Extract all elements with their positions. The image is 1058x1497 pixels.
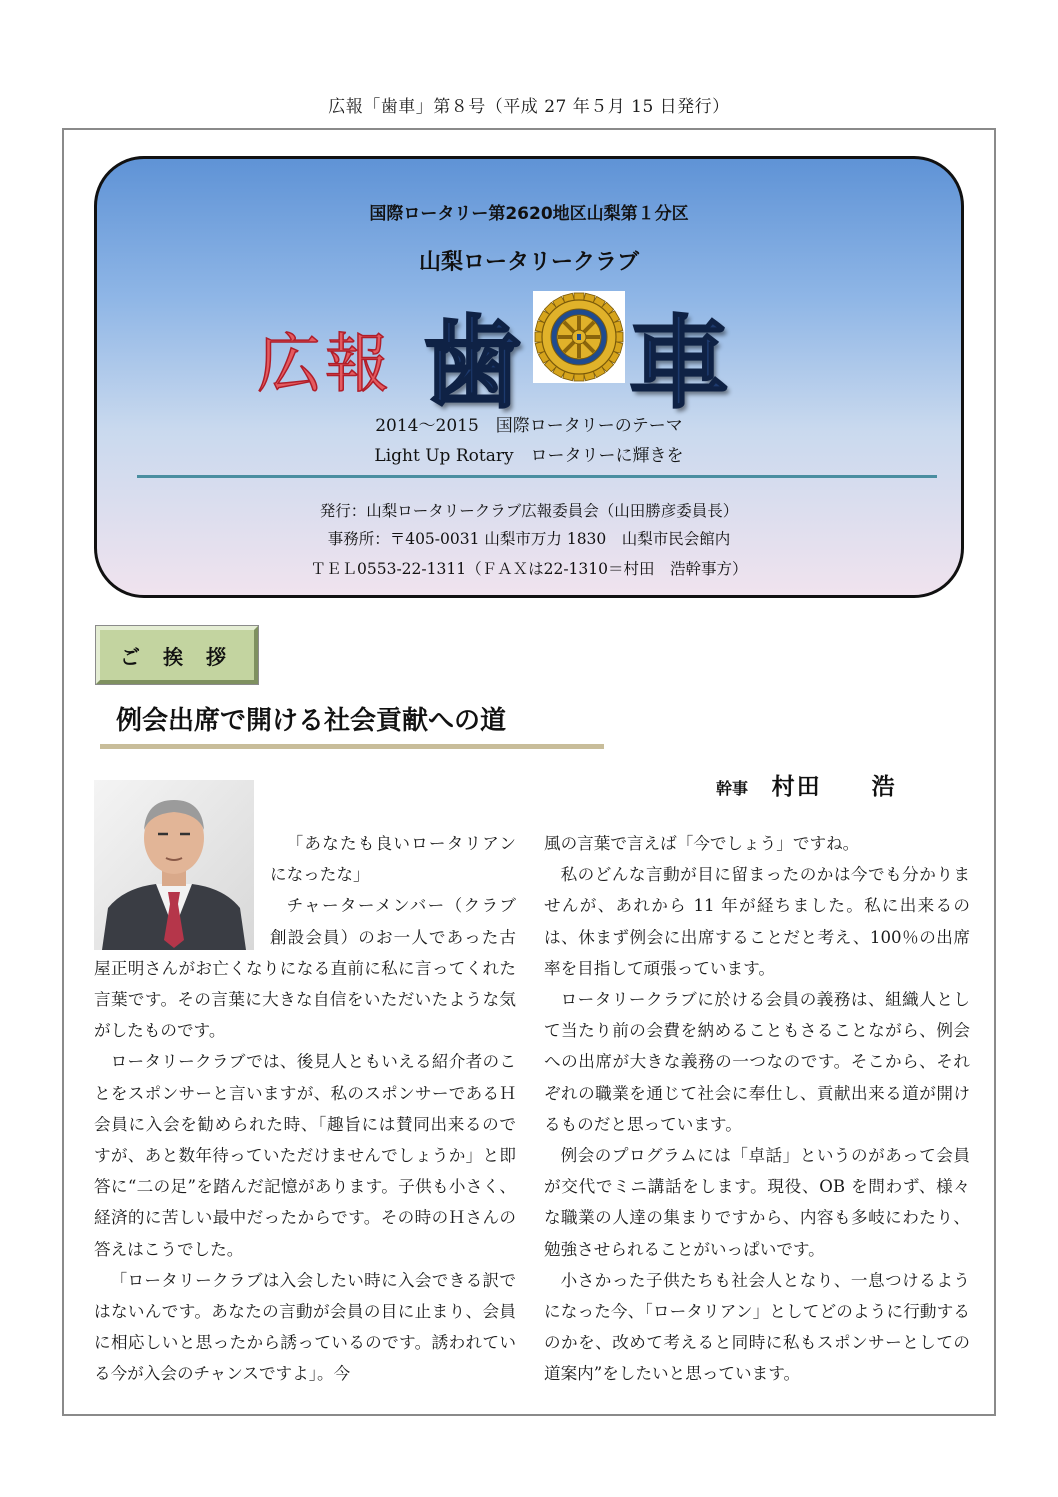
issue-line: 広報「歯車」第８号（平成 27 年５月 15 日発行）: [328, 97, 730, 117]
district-label: 国際ロータリー第2620地区山梨第１分区: [369, 204, 689, 224]
author-role: 幹事: [716, 779, 749, 798]
article-headline: 例会出席で開ける社会貢献への道: [116, 706, 507, 736]
office-line: 事務所：〒405-0031 山梨市万力 1830 山梨市民会館内: [327, 530, 731, 548]
photo-wrap-spacer: [94, 828, 270, 952]
headline-underline: [100, 744, 604, 749]
club-name: 山梨ロータリークラブ: [418, 250, 639, 275]
theme-year-line: 2014～2015 国際ロータリーのテーマ: [375, 416, 683, 436]
article-paragraph: 「ロータリークラブは入会したい時に入会できる訳ではないんです。あなたの言動が会員の目に止まり、会員に相応しいと思ったから誘っているのです。誘われている今が入会のチャンスですよ」。今: [94, 1270, 516, 1384]
masthead: [94, 156, 964, 598]
title-kouhou: 広報: [257, 328, 393, 402]
masthead-divider: [137, 475, 937, 478]
article-paragraph: ロータリークラブでは、後見人ともいえる紹介者のことをスポンサーと言いますが、私のスポンサーであるＨ会員に入会を勧められた時、「趣旨には賛同出来るのですが、あと数年待っていただけませんでしょうか」と即答に“二の足”を踏んだ記憶があります。子供も小さく、経済的に苦しい最中だったからです。その時のＨさんの答えはこうでした。: [94, 1052, 516, 1259]
rotary-wheel-emblem-icon: [533, 291, 625, 383]
article-paragraph: 私のどんな言動が目に留まったのかは今でも分かりませんが、あれから 11 年が経ちました。私に出来るのは、休まず例会に出席することだと考え、100％の出席率を目指して頑張っています。: [544, 865, 970, 978]
section-tag-greeting: ご 挨 拶: [96, 626, 258, 684]
article-paragraph: 「あなたも良いロータリアンになったな」: [270, 834, 516, 885]
article-paragraph: 風の言葉で言えば「今でしょう」ですね。: [544, 834, 860, 853]
author-byline: [716, 768, 897, 801]
article-paragraph: 小さかった子供たちも社会人となり、一息つけるようになった今、「ロータリアン」としてどのように行動するのかを、改めて考えると同時に私もスポンサーとしての道案内”をしたいと思っています。: [544, 1270, 970, 1384]
newsletter-title: [257, 281, 817, 422]
title-kuruma: 車: [629, 304, 729, 422]
title-ha: 歯: [422, 304, 522, 422]
publisher-line: 発行：山梨ロータリークラブ広報委員会（山田勝彦委員長）: [319, 502, 739, 520]
author-name: 村田 浩: [771, 774, 897, 800]
article-paragraph: チャーターメンバー（クラブ創設会員）のお一人であった古屋正明さんがお亡くなりになる直前に私に言ってくれた言葉です。その言葉に大きな自信をいただいたような気がしたものです。: [94, 896, 516, 1041]
theme-slogan-line: Light Up Rotary ロータリーに輝きを: [374, 446, 684, 466]
article-column-left: [94, 828, 516, 1390]
article-paragraph: ロータリークラブに於ける会員の義務は、組織人として当たり前の会費を納めることもさることながら、例会への出席が大きな義務の一つなのです。そこから、それぞれの職業を通じて社会に奉仕し、貢献出来る道が開けるものだと思っています。: [544, 990, 970, 1134]
phone-line: ＴＥＬ0553-22-1311（ＦＡＸは22-1310＝村田 浩幹事方）: [310, 560, 748, 578]
article-column-right: [544, 828, 970, 1390]
article-paragraph: 例会のプログラムには「卓話」というのがあって会員が交代でミニ講話をします。現役、OB を問わず、様々な職業の人達の集まりですから、内容も多岐にわたり、勉強させられることがいっぱいです。: [544, 1146, 970, 1259]
